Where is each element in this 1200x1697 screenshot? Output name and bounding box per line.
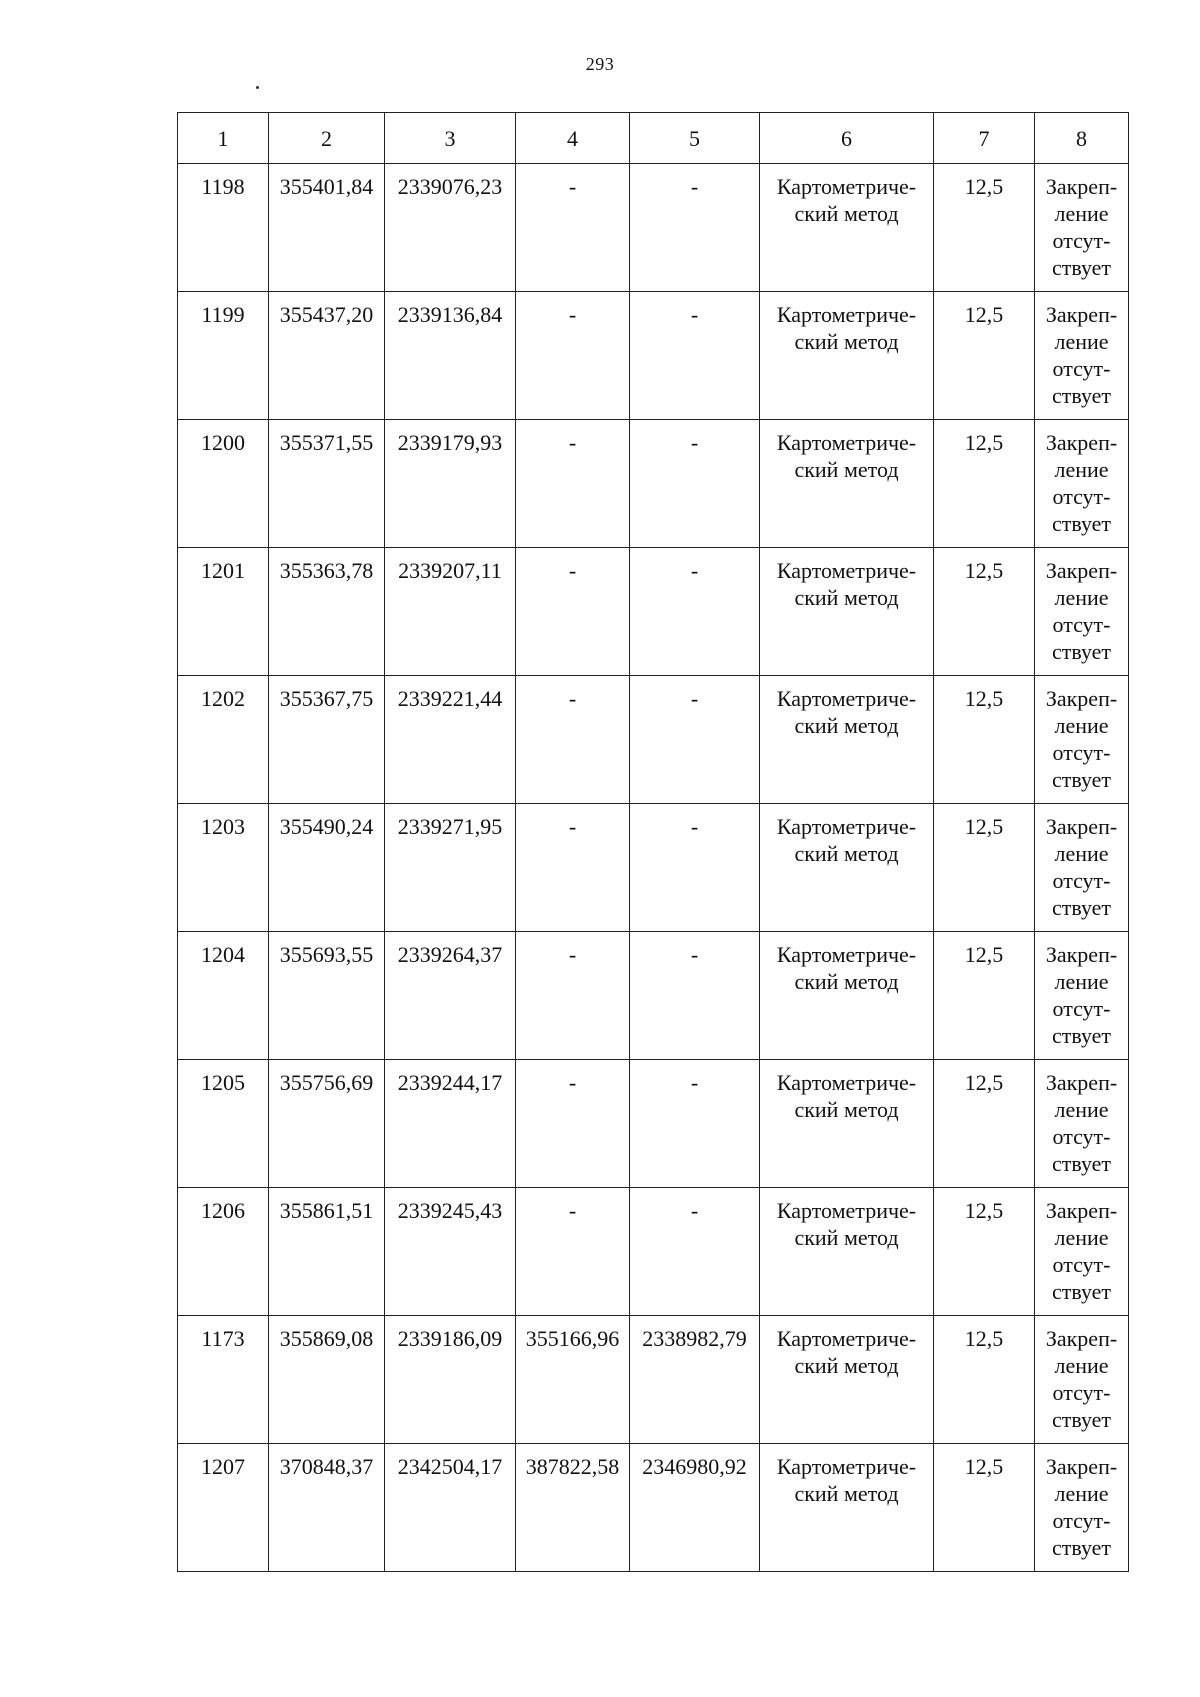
coordinates-table bbox=[177, 112, 1129, 1572]
col4-cell: - bbox=[516, 804, 630, 932]
y-coordinate-cell: 2339221,44 bbox=[385, 676, 516, 804]
y-coordinate-cell: 2339245,43 bbox=[385, 1188, 516, 1316]
x-coordinate-cell: 355861,51 bbox=[269, 1188, 385, 1316]
x-coordinate-cell: 355490,24 bbox=[269, 804, 385, 932]
col4-cell: - bbox=[516, 548, 630, 676]
col5-cell: - bbox=[630, 932, 760, 1060]
table-row bbox=[178, 804, 1129, 932]
y-coordinate-cell: 2342504,17 bbox=[385, 1444, 516, 1572]
y-coordinate-cell: 2339186,09 bbox=[385, 1316, 516, 1444]
x-coordinate-cell: 370848,37 bbox=[269, 1444, 385, 1572]
accuracy-cell: 12,5 bbox=[934, 1060, 1035, 1188]
table-row bbox=[178, 1188, 1129, 1316]
point-number-cell: 1203 bbox=[178, 804, 269, 932]
marking-cell: Закреп- ление отсут- ствует bbox=[1035, 676, 1129, 804]
col5-cell: - bbox=[630, 548, 760, 676]
column-header: 4 bbox=[516, 113, 630, 164]
point-number-cell: 1201 bbox=[178, 548, 269, 676]
col5-cell: 2346980,92 bbox=[630, 1444, 760, 1572]
accuracy-cell: 12,5 bbox=[934, 932, 1035, 1060]
x-coordinate-cell: 355363,78 bbox=[269, 548, 385, 676]
col5-cell: - bbox=[630, 1188, 760, 1316]
table-row bbox=[178, 676, 1129, 804]
accuracy-cell: 12,5 bbox=[934, 804, 1035, 932]
col4-cell: 387822,58 bbox=[516, 1444, 630, 1572]
method-cell: Картометриче- ский метод bbox=[760, 1060, 934, 1188]
accuracy-cell: 12,5 bbox=[934, 1188, 1035, 1316]
col5-cell: - bbox=[630, 676, 760, 804]
scan-speck bbox=[256, 86, 259, 89]
table-header-row bbox=[178, 113, 1129, 164]
y-coordinate-cell: 2339264,37 bbox=[385, 932, 516, 1060]
accuracy-cell: 12,5 bbox=[934, 164, 1035, 292]
column-header: 5 bbox=[630, 113, 760, 164]
col4-cell: 355166,96 bbox=[516, 1316, 630, 1444]
marking-cell: Закреп- ление отсут- ствует bbox=[1035, 1316, 1129, 1444]
method-cell: Картометриче- ский метод bbox=[760, 420, 934, 548]
col5-cell: - bbox=[630, 420, 760, 548]
table-row bbox=[178, 164, 1129, 292]
marking-cell: Закреп- ление отсут- ствует bbox=[1035, 1444, 1129, 1572]
column-header: 7 bbox=[934, 113, 1035, 164]
col5-cell: - bbox=[630, 164, 760, 292]
col4-cell: - bbox=[516, 1060, 630, 1188]
y-coordinate-cell: 2339271,95 bbox=[385, 804, 516, 932]
point-number-cell: 1207 bbox=[178, 1444, 269, 1572]
col4-cell: - bbox=[516, 932, 630, 1060]
col4-cell: - bbox=[516, 420, 630, 548]
x-coordinate-cell: 355367,75 bbox=[269, 676, 385, 804]
table-row bbox=[178, 420, 1129, 548]
x-coordinate-cell: 355437,20 bbox=[269, 292, 385, 420]
point-number-cell: 1202 bbox=[178, 676, 269, 804]
table-row bbox=[178, 292, 1129, 420]
col4-cell: - bbox=[516, 292, 630, 420]
marking-cell: Закреп- ление отсут- ствует bbox=[1035, 804, 1129, 932]
col5-cell: 2338982,79 bbox=[630, 1316, 760, 1444]
point-number-cell: 1206 bbox=[178, 1188, 269, 1316]
marking-cell: Закреп- ление отсут- ствует bbox=[1035, 420, 1129, 548]
table-row bbox=[178, 1316, 1129, 1444]
x-coordinate-cell: 355869,08 bbox=[269, 1316, 385, 1444]
y-coordinate-cell: 2339076,23 bbox=[385, 164, 516, 292]
x-coordinate-cell: 355756,69 bbox=[269, 1060, 385, 1188]
method-cell: Картометриче- ский метод bbox=[760, 1444, 934, 1572]
point-number-cell: 1173 bbox=[178, 1316, 269, 1444]
table-row bbox=[178, 932, 1129, 1060]
point-number-cell: 1198 bbox=[178, 164, 269, 292]
column-header: 1 bbox=[178, 113, 269, 164]
y-coordinate-cell: 2339179,93 bbox=[385, 420, 516, 548]
x-coordinate-cell: 355401,84 bbox=[269, 164, 385, 292]
marking-cell: Закреп- ление отсут- ствует bbox=[1035, 292, 1129, 420]
y-coordinate-cell: 2339136,84 bbox=[385, 292, 516, 420]
column-header: 6 bbox=[760, 113, 934, 164]
y-coordinate-cell: 2339207,11 bbox=[385, 548, 516, 676]
marking-cell: Закреп- ление отсут- ствует bbox=[1035, 1060, 1129, 1188]
method-cell: Картометриче- ский метод bbox=[760, 804, 934, 932]
accuracy-cell: 12,5 bbox=[934, 292, 1035, 420]
method-cell: Картометриче- ский метод bbox=[760, 932, 934, 1060]
accuracy-cell: 12,5 bbox=[934, 1316, 1035, 1444]
accuracy-cell: 12,5 bbox=[934, 420, 1035, 548]
table-row bbox=[178, 1060, 1129, 1188]
column-header: 8 bbox=[1035, 113, 1129, 164]
column-header: 2 bbox=[269, 113, 385, 164]
point-number-cell: 1200 bbox=[178, 420, 269, 548]
marking-cell: Закреп- ление отсут- ствует bbox=[1035, 1188, 1129, 1316]
table-row bbox=[178, 1444, 1129, 1572]
accuracy-cell: 12,5 bbox=[934, 548, 1035, 676]
y-coordinate-cell: 2339244,17 bbox=[385, 1060, 516, 1188]
marking-cell: Закреп- ление отсут- ствует bbox=[1035, 548, 1129, 676]
column-header: 3 bbox=[385, 113, 516, 164]
method-cell: Картометриче- ский метод bbox=[760, 676, 934, 804]
col4-cell: - bbox=[516, 1188, 630, 1316]
x-coordinate-cell: 355693,55 bbox=[269, 932, 385, 1060]
col5-cell: - bbox=[630, 1060, 760, 1188]
point-number-cell: 1199 bbox=[178, 292, 269, 420]
col4-cell: - bbox=[516, 164, 630, 292]
marking-cell: Закреп- ление отсут- ствует bbox=[1035, 932, 1129, 1060]
table-row bbox=[178, 548, 1129, 676]
point-number-cell: 1205 bbox=[178, 1060, 269, 1188]
accuracy-cell: 12,5 bbox=[934, 1444, 1035, 1572]
col4-cell: - bbox=[516, 676, 630, 804]
method-cell: Картометриче- ский метод bbox=[760, 1188, 934, 1316]
method-cell: Картометриче- ский метод bbox=[760, 1316, 934, 1444]
x-coordinate-cell: 355371,55 bbox=[269, 420, 385, 548]
accuracy-cell: 12,5 bbox=[934, 676, 1035, 804]
col5-cell: - bbox=[630, 804, 760, 932]
marking-cell: Закреп- ление отсут- ствует bbox=[1035, 164, 1129, 292]
point-number-cell: 1204 bbox=[178, 932, 269, 1060]
method-cell: Картометриче- ский метод bbox=[760, 292, 934, 420]
page-number: 293 bbox=[585, 54, 615, 74]
method-cell: Картометриче- ский метод bbox=[760, 548, 934, 676]
method-cell: Картометриче- ский метод bbox=[760, 164, 934, 292]
col5-cell: - bbox=[630, 292, 760, 420]
